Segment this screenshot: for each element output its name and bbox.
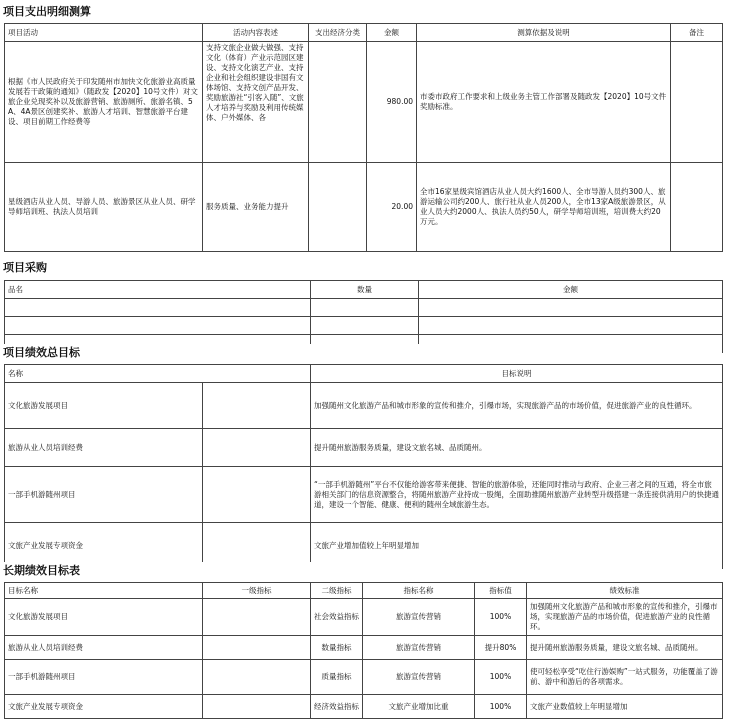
note-cell xyxy=(671,42,723,163)
name-cell: 文化旅游发展项目 xyxy=(5,599,203,636)
table-row xyxy=(5,42,723,163)
procurement-table xyxy=(4,280,723,353)
header-cell: 数量 xyxy=(311,281,419,299)
section-title-expense: 项目支出明细测算 xyxy=(0,3,722,21)
standard-cell: 加强随州文化旅游产品和城市形象的宣传和推介，引爆市场，实现旅游产品的市场价值，促进旅游产业的良性循环。 xyxy=(527,599,723,636)
table-row xyxy=(5,636,723,660)
basis-cell: 市委市政府工作要求和上级业务主管工作部署及随政发【2020】10号文件奖励标准。 xyxy=(417,42,671,163)
header-cell: 目标说明 xyxy=(311,365,723,383)
value-cell: 100% xyxy=(475,599,527,636)
indicator-cell: 旅游宣传营销 xyxy=(363,599,475,636)
name-cell: 一部手机游随州项目 xyxy=(5,660,203,695)
content-cell: 支持文旅企业做大做强、支持文化（体育）产业示范园区建设、支持文化演艺产业、支持企业和社会组织建设非国有文体场馆、支持文创产品开发、奖励旅游社“引客入随”、文旅人才培养与奖励及利用传统媒体、户外媒体、各 xyxy=(206,43,304,122)
indicator-cell: 旅游宣传营销 xyxy=(363,636,475,660)
value-cell: 100% xyxy=(475,695,527,719)
desc-cell: 提升随州旅游服务质量，建设文旅名城、品质随州。 xyxy=(311,429,723,467)
table-row xyxy=(5,467,723,523)
table-row xyxy=(5,429,723,467)
header-cell: 二级指标 xyxy=(311,583,363,599)
expense-table xyxy=(4,23,723,252)
econ-cell xyxy=(309,42,367,163)
table-row xyxy=(5,660,723,695)
amount-cell: 980.00 xyxy=(367,42,417,163)
amount-cell: 20.00 xyxy=(367,163,417,252)
table-header-row xyxy=(5,365,723,383)
activity-cell: 星级酒店从业人员、导游人员、旅游景区从业人员、研学导师培训班、执法人员培训 xyxy=(5,163,203,252)
header-cell: 绩效标准 xyxy=(527,583,723,599)
l1-cell xyxy=(203,599,311,636)
table-row xyxy=(5,317,723,335)
standard-cell: 文旅产业数值较上年明显增加 xyxy=(527,695,723,719)
value-cell: 100% xyxy=(475,660,527,695)
indicator-cell: 旅游宣传营销 xyxy=(363,660,475,695)
name-cell: 文化旅游发展项目 xyxy=(5,383,203,429)
header-cell: 指标值 xyxy=(475,583,527,599)
standard-cell: 使可轻松享受“吃住行游娱购”一站式服务，功能覆盖了游前、游中和游后的各项需求。 xyxy=(527,660,723,695)
header-cell: 一级指标 xyxy=(203,583,311,599)
note-cell xyxy=(671,163,723,252)
content-cell: 服务质量、业务能力提升 xyxy=(203,163,309,252)
table-row xyxy=(5,599,723,636)
l1-cell xyxy=(203,695,311,719)
header-cell: 金额 xyxy=(367,24,417,42)
table-header-row xyxy=(5,583,723,599)
l2-cell: 质量指标 xyxy=(311,660,363,695)
perf-total-table xyxy=(4,364,723,569)
header-cell: 项目活动 xyxy=(5,24,203,42)
header-cell: 目标名称 xyxy=(5,583,203,599)
table-row xyxy=(5,695,723,719)
header-cell: 金额 xyxy=(419,281,723,299)
section-title-procurement: 项目采购 xyxy=(0,259,722,277)
header-cell: 备注 xyxy=(671,24,723,42)
header-cell: 指标名称 xyxy=(363,583,475,599)
desc-cell: 文旅产业增加值较上年明显增加 xyxy=(311,523,723,569)
l1-cell xyxy=(203,636,311,660)
table-row xyxy=(5,383,723,429)
l1-cell xyxy=(203,660,311,695)
header-cell: 测算依据及说明 xyxy=(417,24,671,42)
table-row xyxy=(5,299,723,317)
name-cell: 文旅产业发展专项资金 xyxy=(5,695,203,719)
header-cell: 品名 xyxy=(5,281,311,299)
activity-cell: 根据《市人民政府关于印发随州市加快文化旅游业高质量发展若干政策的通知》（随政发【2020】10号文件）对文旅企业兑现奖补以及旅游营销、旅游厕所、旅游名镇、5A、4A景区创建奖补、旅游人才培训、智慧旅游平台建设、项目前期工作经费等 xyxy=(5,42,203,163)
econ-cell xyxy=(309,163,367,252)
desc-cell: 加强随州文化旅游产品和城市形象的宣传和推介，引爆市场，实现旅游产品的市场价值，促进旅游产业的良性循环。 xyxy=(311,383,723,429)
l2-cell: 数量指标 xyxy=(311,636,363,660)
l2-cell: 社会效益指标 xyxy=(311,599,363,636)
value-cell: 提升80% xyxy=(475,636,527,660)
table-row xyxy=(5,163,723,252)
desc-cell: “一部手机游随州”平台不仅能给游客带来便捷、智能的旅游体验，还能同时推动与政府、企业三者之间的互通，将全市旅游相关部门的信息资源整合，将随州旅游产业持成一股绳，全面助推随州旅游产业转型升级搭建一条连接供消用户的快捷通道，建设一个智能、健康、便利的随州全域旅游生态。 xyxy=(311,467,723,523)
section-title-long-term: 长期绩效目标表 xyxy=(0,562,722,580)
indicator-cell: 文旅产业增加比重 xyxy=(363,695,475,719)
name-cell: 旅游从业人员培训经费 xyxy=(5,636,203,660)
section-title-perf-total: 项目绩效总目标 xyxy=(0,344,722,362)
header-cell: 支出经济分类 xyxy=(309,24,367,42)
l2-cell: 经济效益指标 xyxy=(311,695,363,719)
name-cell: 文旅产业发展专项资金 xyxy=(5,523,203,569)
table-header-row xyxy=(5,24,723,42)
name-cell: 一部手机游随州项目 xyxy=(5,467,203,523)
basis-cell: 全市16家星级宾馆酒店从业人员大约1600人、全市导游人员约300人、旅游运输公司约200人、旅行社从业人员200人，全市13家A级旅游景区，从业人员大约2000人、执法人员约50人，研学导师培训班，培训费大约20万元。 xyxy=(417,163,671,252)
table-header-row xyxy=(5,281,723,299)
name-cell: 旅游从业人员培训经费 xyxy=(5,429,203,467)
header-cell: 活动内容表述 xyxy=(203,24,309,42)
long-term-table xyxy=(4,582,723,719)
header-cell: 名称 xyxy=(5,365,311,383)
standard-cell: 提升随州旅游服务质量，建设文旅名城、品质随州。 xyxy=(527,636,723,660)
